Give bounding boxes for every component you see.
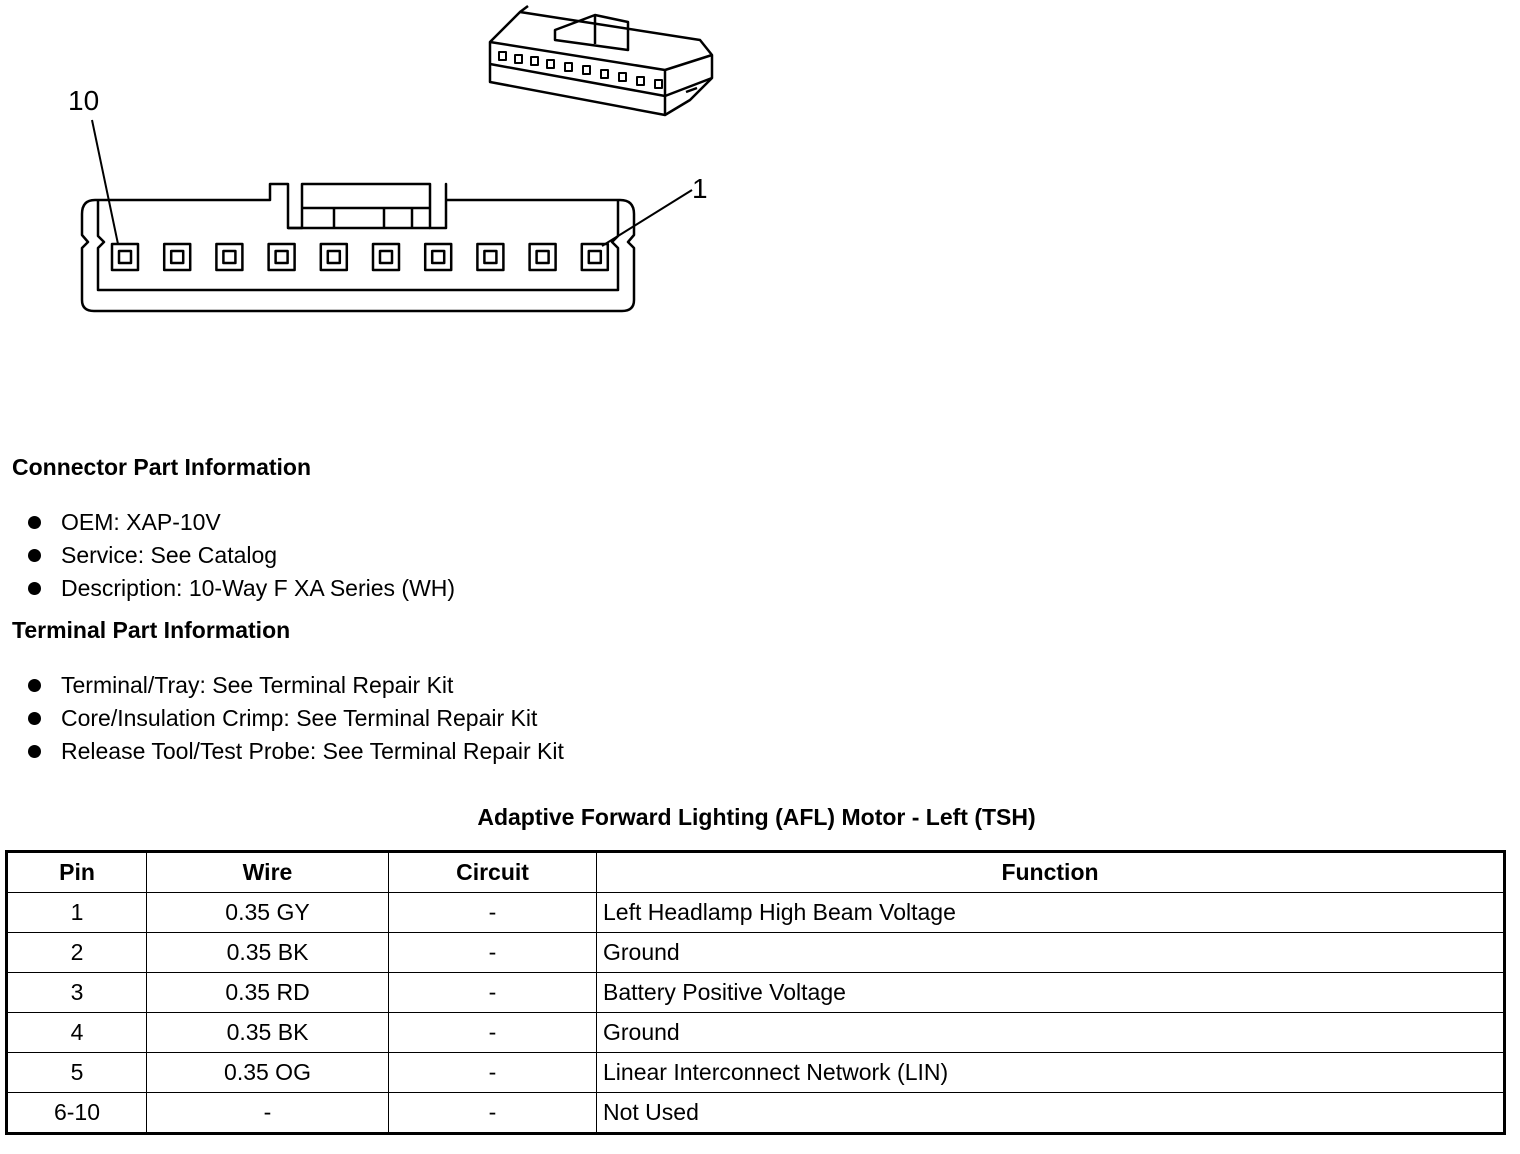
cell-wire: 0.35 RD — [147, 973, 389, 1013]
cell-pin: 3 — [7, 973, 147, 1013]
terminal-info-release-tool: Release Tool/Test Probe: See Terminal Repair Kit — [61, 738, 564, 764]
terminal-info-heading: Terminal Part Information — [12, 617, 291, 643]
pin-cavity-terminal — [380, 251, 392, 263]
header-circuit: Circuit — [389, 852, 597, 893]
cell-circuit: - — [389, 1013, 597, 1053]
list-item — [28, 539, 455, 572]
cell-wire: 0.35 BK — [147, 933, 389, 973]
pin-cavity-terminal — [276, 251, 288, 263]
cell-circuit: - — [389, 933, 597, 973]
bullet-icon — [28, 712, 41, 725]
pin-cavity — [269, 244, 295, 270]
pin-cavity — [112, 244, 138, 270]
header-wire: Wire — [147, 852, 389, 893]
connector-info-service: Service: See Catalog — [61, 542, 278, 568]
callout-10-leader — [92, 120, 118, 244]
table-row — [7, 933, 1505, 973]
cell-pin: 6-10 — [7, 1093, 147, 1134]
cell-function: Battery Positive Voltage — [597, 973, 1505, 1013]
pinout-table — [5, 850, 1506, 1135]
bullet-icon — [28, 516, 41, 529]
bullet-icon — [28, 679, 41, 692]
pin-cavity-terminal — [171, 251, 183, 263]
pin-cavity-terminal — [589, 251, 601, 263]
callout-10-label: 10 — [68, 85, 100, 116]
list-item — [28, 669, 564, 702]
header-pin: Pin — [7, 852, 147, 893]
header-function: Function — [597, 852, 1505, 893]
cell-pin: 2 — [7, 933, 147, 973]
connector-isometric-view — [490, 6, 712, 115]
terminal-info-tray: Terminal/Tray: See Terminal Repair Kit — [61, 672, 454, 698]
list-item — [28, 506, 455, 539]
cell-circuit: - — [389, 1093, 597, 1134]
cell-wire: - — [147, 1093, 389, 1134]
table-row — [7, 973, 1505, 1013]
cell-wire: 0.35 OG — [147, 1053, 389, 1093]
pin-cavity — [477, 244, 503, 270]
pin-cavity-terminal — [223, 251, 235, 263]
bullet-icon — [28, 582, 41, 595]
pin-cavity — [373, 244, 399, 270]
table-row — [7, 893, 1505, 933]
cell-circuit: - — [389, 893, 597, 933]
pin-cavity — [530, 244, 556, 270]
pin-cavity — [425, 244, 451, 270]
cell-function: Ground — [597, 933, 1505, 973]
pin-cavity-terminal — [484, 251, 496, 263]
cell-pin: 5 — [7, 1053, 147, 1093]
cell-function: Left Headlamp High Beam Voltage — [597, 893, 1505, 933]
cell-wire: 0.35 BK — [147, 1013, 389, 1053]
table-row — [7, 1013, 1505, 1053]
cell-function: Ground — [597, 1013, 1505, 1053]
list-item — [28, 735, 564, 768]
cell-pin: 4 — [7, 1013, 147, 1053]
connector-info-oem: OEM: XAP-10V — [61, 509, 221, 535]
callout-1-leader — [602, 190, 692, 246]
connector-diagram — [0, 0, 1520, 430]
terminal-info-list — [28, 669, 564, 768]
pin-cavity — [164, 244, 190, 270]
callout-1-label: 1 — [692, 173, 708, 204]
bullet-icon — [28, 745, 41, 758]
cell-function: Linear Interconnect Network (LIN) — [597, 1053, 1505, 1093]
pin-cavity-terminal — [537, 251, 549, 263]
pin-cavity — [216, 244, 242, 270]
pin-cavity-terminal — [328, 251, 340, 263]
connector-info-heading: Connector Part Information — [12, 454, 312, 480]
table-title: Adaptive Forward Lighting (AFL) Motor - Left (TSH) — [477, 804, 1036, 830]
list-item — [28, 572, 455, 605]
pin-cavity-terminal — [432, 251, 444, 263]
connector-info-description: Description: 10-Way F XA Series (WH) — [61, 575, 456, 601]
pin-cavity — [582, 244, 608, 270]
connector-info-list — [28, 506, 455, 605]
cell-circuit: - — [389, 1053, 597, 1093]
terminal-info-crimp: Core/Insulation Crimp: See Terminal Repair Kit — [61, 705, 538, 731]
table-row — [7, 1053, 1505, 1093]
pin-cavity-terminal — [119, 251, 131, 263]
cell-wire: 0.35 GY — [147, 893, 389, 933]
pin-cavity — [321, 244, 347, 270]
cell-pin: 1 — [7, 893, 147, 933]
list-item — [28, 702, 564, 735]
cell-circuit: - — [389, 973, 597, 1013]
table-header-row — [7, 852, 1505, 893]
cell-function: Not Used — [597, 1093, 1505, 1134]
table-row — [7, 1093, 1505, 1134]
pin-cavities — [112, 244, 608, 270]
bullet-icon — [28, 549, 41, 562]
